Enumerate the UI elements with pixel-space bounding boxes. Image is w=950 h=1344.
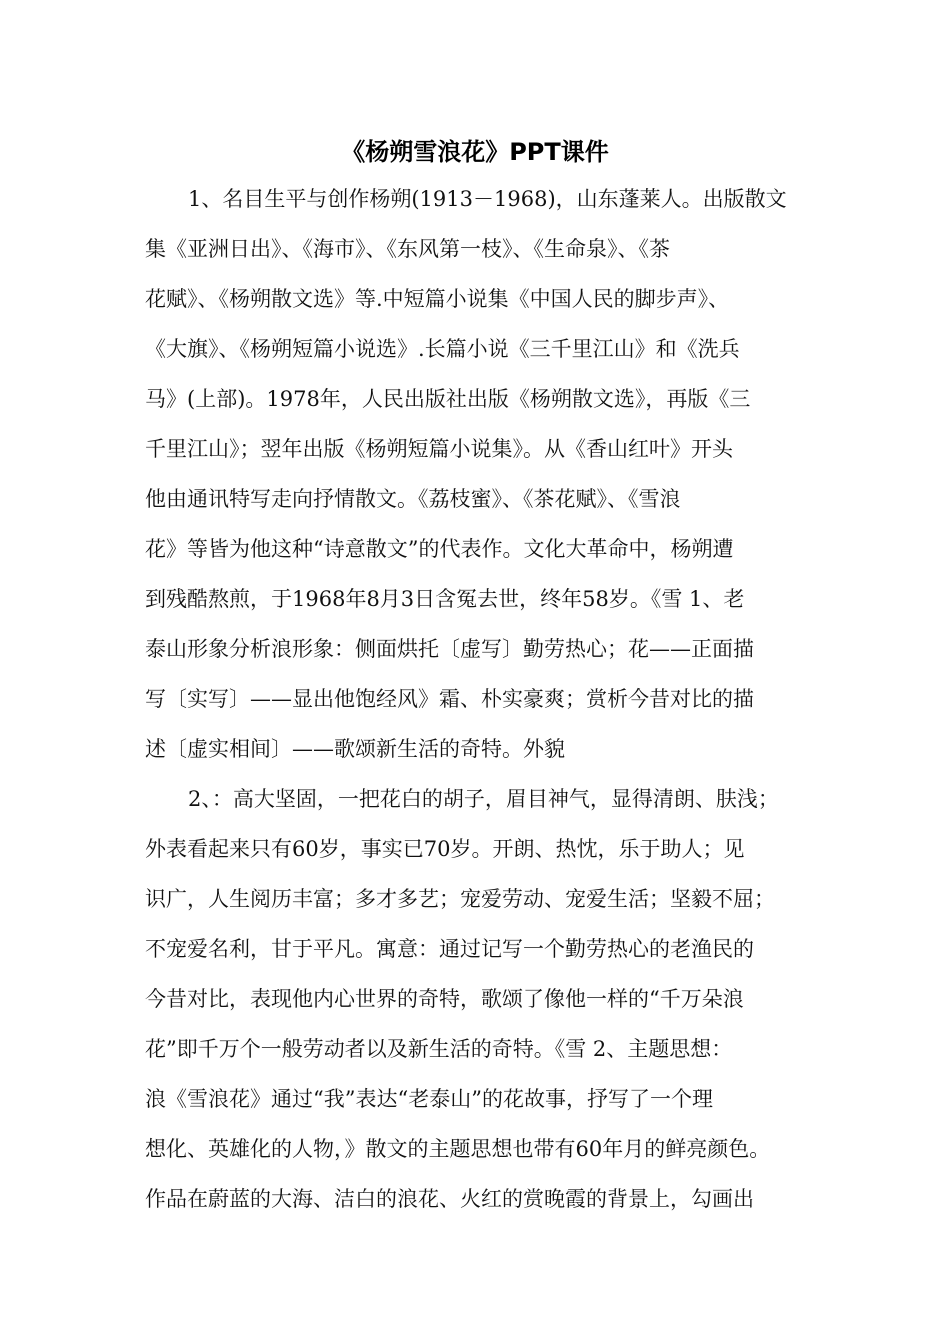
text-line: 浪《雪浪花》通过“我”表达“老泰山”的花故事，抒写了一个理 [145,1087,713,1111]
document-title: 《杨朔雪浪花》PPT课件 [341,138,609,166]
text-line: 写〔实写〕——显出他饱经风》霜、朴实豪爽；赏析今昔对比的描 [145,687,754,711]
text-line: 不宠爱名利，甘于平凡。寓意：通过记写一个勤劳热心的老渔民的 [145,937,754,961]
text-line: 花赋》、《杨朔散文选》等.中短篇小说集《中国人民的脚步声》、 [145,287,730,311]
text-line: 作品在蔚蓝的大海、洁白的浪花、火红的赏晚霞的背景上，勾画出 [145,1187,754,1211]
text-line: 千里江山》；翌年出版《杨朔短篇小说集》。从《香山红叶》开头 [145,437,733,461]
text-line: 想化、英雄化的人物，》散文的主题思想也带有60年月的鲜亮颜色。 [145,1137,771,1161]
text-line: 到残酷熬煎，于1968年8月3日含冤去世，终年58岁。《雪 1、老 [145,587,745,611]
text-line: 集《亚洲日出》、《海市》、《东风第一枝》、《生命泉》、《茶 [145,237,670,261]
text-line: 1、名目生平与创作杨朔(1913－1968)，山东蓬莱人。出版散文 [188,187,787,211]
text-line: 述〔虚实相间〕——歌颂新生活的奇特。外貌 [145,737,565,761]
text-line: 马》(上部)。1978年，人民出版社出版《杨朔散文选》，再版《三 [145,387,751,411]
text-line: 外表看起来只有60岁，事实已70岁。开朗、热忱，乐于助人；见 [145,837,745,861]
text-line: 识广，人生阅历丰富；多才多艺；宠爱劳动、宠爱生活；坚毅不屈； [145,887,775,911]
text-line: 《大旗》、《杨朔短篇小说选》.长篇小说《三千里江山》和《洗兵 [145,337,740,361]
text-line: 2、：高大坚固，一把花白的胡子，眉目神气，显得清朗、肤浅； [188,787,779,811]
text-line: 他由通讯特写走向抒情散文。《荔枝蜜》、《茶花赋》、《雪浪 [145,487,681,511]
text-line: 花》等皆为他这种“诗意散文”的代表作。文化大革命中，杨朔遭 [145,537,734,561]
text-line: 花”即千万个一般劳动者以及新生活的奇特。《雪 2、主题思想： [145,1037,733,1061]
text-line: 今昔对比，表现他内心世界的奇特，歌颂了像他一样的“千万朵浪 [145,987,744,1011]
text-line: 泰山形象分析浪形象：侧面烘托〔虚写〕勤劳热心；花——正面描 [145,637,754,661]
